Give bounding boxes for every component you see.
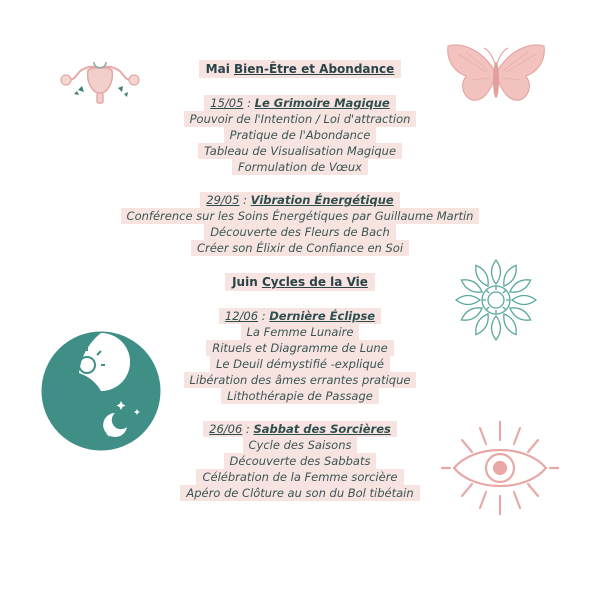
session-item: Apéro de Clôture au son du Bol tibétain	[180, 485, 419, 501]
month-theme: Bien-Être et Abondance	[234, 62, 395, 76]
session-item: Célébration de la Femme sorcière	[196, 469, 403, 485]
session-item: Créer son Élixir de Confiance en Soi	[191, 240, 409, 256]
session-item: Pratique de l'Abondance	[224, 127, 377, 143]
session-item: Découverte des Fleurs de Bach	[204, 224, 396, 240]
session-date: 15/05	[210, 96, 244, 110]
session-item: Libération des âmes errantes pratique	[184, 372, 417, 388]
session-item: La Femme Lunaire	[241, 324, 360, 340]
month-heading	[199, 60, 402, 78]
session-date: 12/06	[224, 309, 259, 323]
month-label: Juin	[232, 275, 258, 289]
month-theme: Cycles de la Vie	[261, 275, 368, 289]
session-heading: 15/05 : Le Grimoire Magique	[204, 95, 395, 111]
session-item: Formulation de Vœux	[232, 159, 368, 175]
session-item: Pouvoir de l'Intention / Loi d'attraction	[184, 111, 417, 127]
session-item: Conférence sur les Soins Énergétiques par Guillaume Martin	[121, 208, 480, 224]
session-title: Dernière Éclipse	[269, 309, 376, 323]
session-date: 29/05	[206, 193, 240, 207]
session-title: Sabbat des Sorcières	[253, 422, 391, 436]
session-item: Découverte des Sabbats	[224, 453, 377, 469]
session-item: Cycle des Saisons	[243, 437, 358, 453]
session-heading: 29/05 : Vibration Énergétique	[200, 192, 399, 208]
program-list	[0, 60, 600, 501]
session-heading: 12/06 : Dernière Éclipse	[219, 308, 381, 324]
session-title: Le Grimoire Magique	[254, 96, 390, 110]
month-label: Mai	[205, 62, 230, 76]
session-date: 26/06	[209, 422, 243, 436]
session-item: Le Deuil démystifié -expliqué	[210, 356, 390, 372]
session-item: Rituels et Diagramme de Lune	[206, 340, 394, 356]
session-title: Vibration Énergétique	[250, 193, 394, 207]
session-item: Tableau de Visualisation Magique	[198, 143, 402, 159]
month-heading	[225, 273, 375, 291]
session-heading: 26/06 : Sabbat des Sorcières	[203, 421, 397, 437]
session-item: Lithothérapie de Passage	[221, 388, 379, 404]
